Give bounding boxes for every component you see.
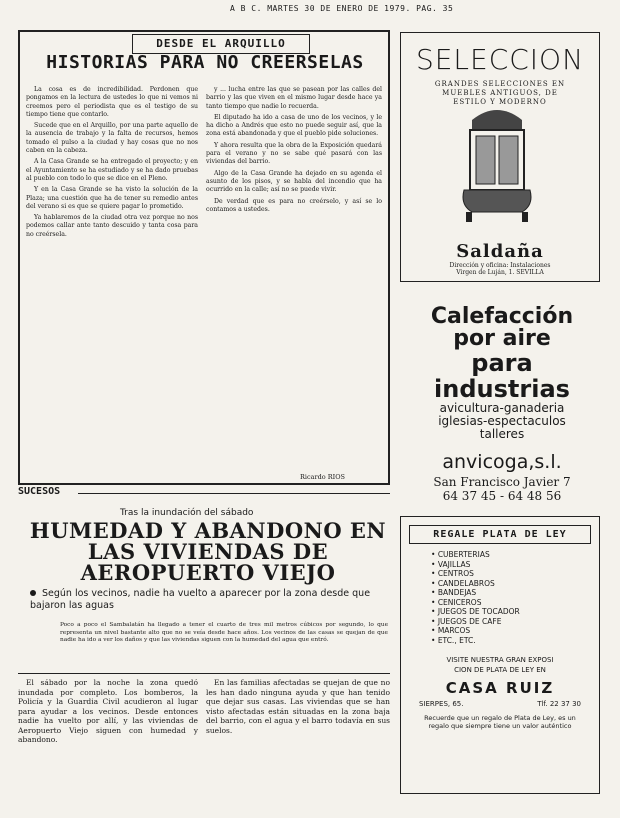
bullet-icon xyxy=(30,590,36,596)
ad-brand: Saldaña xyxy=(456,241,544,262)
lead-text: Según los vecinos, nadie ha vuelto a aparecer por la zona desde que bajaron las aguas xyxy=(30,588,371,611)
running-head: A B C. MARTES 30 DE ENERO DE 1979. PAG. 35 xyxy=(230,4,454,13)
list-item: • BANDEJAS xyxy=(431,588,599,598)
list-item: • JUEGOS DE CAFE xyxy=(431,617,599,627)
paragraph: y ... lucha entre las que se pasean por las calles del barrio y las que viven en el mismo lugar desde hace ya tanto tiempo que nadie lo recuerda. xyxy=(206,86,382,110)
ad-item-list xyxy=(431,550,599,645)
divider xyxy=(18,673,390,674)
ad-address-line: Virgen de Luján, 1. SEVILLA xyxy=(456,269,544,276)
ad-banner: REGALE PLATA DE LEY xyxy=(409,525,591,544)
ad-footer: Recuerde que un regalo de Plata de Ley, es un regalo que siempre tiene un valor auténtico xyxy=(424,714,576,730)
lead xyxy=(30,588,390,612)
intro-text: Poco a poco el Sambalatán ha llegado a tener el cuarto de tres mil metros cúbicos por segundo, lo que representa un nivel bastante alto que no se veía desde hace años. Los vecinos de las casas se quejan de que nadie ha ido a ver los daños y que las viviendas siguen con la humedad del agua que entró. xyxy=(60,622,388,644)
section-banner: DESDE EL ARQUILLO xyxy=(132,34,310,54)
ad-line: iglesias-espectaculos xyxy=(438,414,566,428)
ad-address xyxy=(401,700,599,708)
ad-address-line: Dirección y oficina: Instalaciones xyxy=(449,262,551,269)
news-column-2 xyxy=(206,678,390,798)
list-item: • JUEGOS DE TOCADOR xyxy=(431,607,599,617)
signature: Ricardo RIOS xyxy=(300,473,345,481)
paragraph: Y en la Casa Grande se ha visto la solución de la Plaza; una cuestión que ha de tener su remedio antes del verano si es que se quiere pagar lo prometido. xyxy=(26,186,198,210)
ad-visit xyxy=(401,655,599,675)
ad-brand: anvicoga,s.l. xyxy=(442,451,562,473)
list-item: • CUBERTERIAS xyxy=(431,550,599,560)
feature-column-2 xyxy=(206,86,382,471)
list-item: • ETC., ETC. xyxy=(431,636,599,646)
ad-address: San Francisco Javier 7 xyxy=(433,475,571,489)
ad-shop-name: CASA RUIZ xyxy=(445,679,555,697)
feature-title: HISTORIAS PARA NO CREERSELAS xyxy=(46,52,364,73)
paragraph: El sábado por la noche la zona quedó inundada por completo. Los bomberos, la Policía y la Guardia Civil acudieron al lugar para ayudar a los vecinos. Desde entonces nadie ha vuelto por allí, y las viviendas de Aeropuerto Viejo siguen con humedad y abandono. xyxy=(18,678,198,744)
ad-phone: 64 37 45 - 64 48 56 xyxy=(442,489,562,503)
silver-ad xyxy=(400,516,600,794)
paragraph: La cosa es de incredibilidad. Perdonen que pongamos en la lectura de ustedes lo que ni vemos ni creemos pero el periodista que es el testigo de su tiempo tiene que contarlo. xyxy=(26,86,198,118)
cabinet-illustration xyxy=(452,100,542,225)
paragraph: Y ahora resulta que la obra de la Exposición quedará para el verano y no se sabe qué pasará con las viviendas del barrio. xyxy=(206,141,382,166)
paragraph: Algo de la Casa Grande ha dejado en su agenda el asunto de los pisos, y se habla del incendio que ha ocurrido en la calle; así no se puede vivir. xyxy=(206,169,382,194)
section-label: SUCESOS xyxy=(18,486,61,497)
kicker: Tras la inundación del sábado xyxy=(120,508,254,518)
feature-column-1 xyxy=(26,86,198,471)
list-item: • CANDELABROS xyxy=(431,579,599,589)
ad-line: Calefacción xyxy=(430,304,574,329)
ad-address xyxy=(401,262,599,276)
paragraph: Sucede que en el Arquillo, por una parte aquello de la ausencia de trabajo y la falta de recursos, hemos tomado el pulso a la ciudad y hay cosas que no nos caben en la cabeza. xyxy=(26,122,198,155)
list-item: • CENTROS xyxy=(431,569,599,579)
list-item: • MARCOS xyxy=(431,626,599,636)
ad-visit-line: VISITE NUESTRA GRAN EXPOSI xyxy=(446,656,554,664)
paragraph: A la Casa Grande se ha entregado el proyecto; y en el Ayuntamiento se ha estudiado y se ha dado pruebas al pueblo con todo lo que se dice en el Pleno. xyxy=(26,158,198,182)
ad-subtitle-line: ESTILO Y MODERNO xyxy=(453,98,547,106)
paragraph: El diputado ha ido a casa de uno de los vecinos, y le ha dicho a Andrés que esto no puede seguir así, que la zona está abandonada y que el pueblo pide soluciones. xyxy=(206,113,382,138)
ad-street: SIERPES, 65. xyxy=(419,700,464,708)
ad-line: talleres xyxy=(479,427,525,441)
ad-line: avicultura-ganaderia xyxy=(439,401,565,415)
ad-subtitle-line: GRANDES SELECCIONES EN xyxy=(434,80,566,88)
heating-ad xyxy=(404,306,600,502)
ad-line: por aire xyxy=(453,326,551,351)
paragraph: De verdad que es para no creérselo, y así se lo contamos a ustedes. xyxy=(206,197,382,213)
ad-title: SELECCION xyxy=(415,43,585,76)
paragraph: Ya hablaremos de la ciudad otra vez porque no nos podemos callar ante tanto descuido y tanta cosa para no creérsela. xyxy=(26,214,198,238)
headline: HUMEDAD Y ABANDONO EN LAS VIVIENDAS DE AEROPUERTO VIEJO xyxy=(29,518,387,585)
news-column-1 xyxy=(18,678,198,798)
list-item: • CENICEROS xyxy=(431,598,599,608)
paragraph: En las familias afectadas se quejan de que no les han dado ninguna ayuda y que han tenido que dejar sus casas. Las viviendas que se han visto afectadas están situadas en la zona baja del barrio, con el agua y el barro todavía en sus suelos. xyxy=(206,678,390,735)
ad-subtitle-line: MUEBLES ANTIGUOS, DE xyxy=(442,89,558,97)
ad-phone: Tlf. 22 37 30 xyxy=(537,700,581,708)
divider xyxy=(78,493,390,494)
ad-visit-line: CION DE PLATA DE LEY EN xyxy=(454,666,546,674)
ad-line: para industrias xyxy=(434,349,570,403)
list-item: • VAJILLAS xyxy=(431,560,599,570)
